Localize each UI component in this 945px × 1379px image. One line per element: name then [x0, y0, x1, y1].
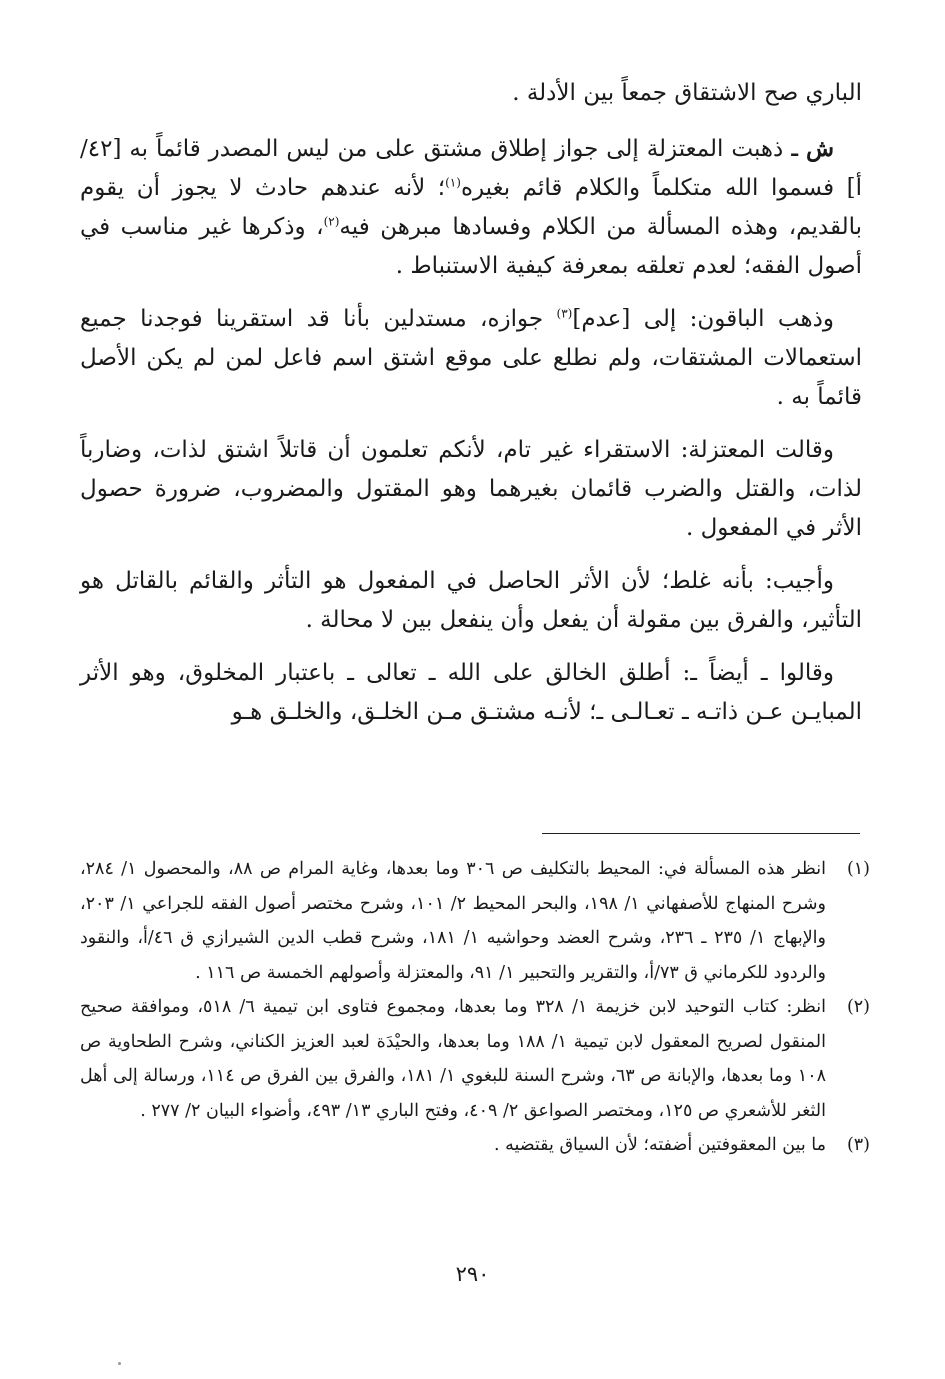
paragraph-text: وقالت المعتزلة: الاستقراء غير تام، لأنكم تعلمون أن قاتلاً اشتق لذات، وضارباً لذات، والقتل والضرب قائمان بغيرهما وهو المقتول والمضروب، ضرورة حصول الأثر في المفعول .	[80, 437, 862, 541]
paragraph-text: جوازه، مستدلين بأنا قد استقرينا فوجدنا جميع استعمالات المشتقات، ولم نطلع على موقع اشتق اسم فاعل لمن لم يكن الأصل قائماً به .	[80, 306, 862, 410]
paragraph-text: ذهبت المعتزلة إلى جواز إطلاق مشتق على من ليس المصدر قائماً به [٤٢/أ] فسموا الله متكلماً والكلام قائم بغيره	[80, 136, 862, 201]
paragraph	[80, 300, 862, 417]
paragraph-text: ؛ لأنه عندهم حادث لا يجوز أن يقوم بالقديم، وهذه المسألة من الكلام وفسادها مبرهن فيه	[80, 175, 862, 240]
footnote-divider	[542, 833, 860, 834]
scan-speck	[118, 1362, 121, 1365]
commentary-dash: ـ	[791, 137, 799, 161]
footnote	[80, 990, 870, 1128]
footnote-number: (٣)	[846, 1135, 870, 1155]
paragraph	[80, 562, 862, 640]
footnote-text: انظر: كتاب التوحيد لابن خزيمة ١/ ٣٢٨ وما بعدها، ومجموع فتاوى ابن تيمية ٦/ ٥١٨، وموافقة صحيح المنقول لصريح المعقول لابن تيمية ١/ ١٨٨ وما بعدها، والحيْدَة لعبد العزيز الكناني، وشرح الطحاوية ص ١٠٨ وما بعدها، والإبانة ص ٦٣، وشرح السنة للبغوي ١/ ١٨١، والفرق بين الفرق ص ١١٤، ورسالة إلى أهل الثغر للأشعري ص ١٢٥، ومختصر الصواعق ٢/ ٤٠٩، وفتح الباري ١٣/ ٤٩٣، وأضواء البيان ٢/ ٢٧٧ .	[80, 997, 826, 1121]
paragraph-text: ، وذكرها غير مناسب في أصول الفقه؛ لعدم تعلقه بمعرفة كيفية الاستنباط .	[80, 214, 862, 279]
footnote	[80, 852, 870, 990]
paragraph-text: وذهب الباقون: إلى [عدم]	[572, 306, 834, 332]
page-number: ٢٩٠	[455, 1262, 490, 1286]
footnote-ref[interactable]: (١)	[445, 175, 461, 190]
footnotes	[80, 852, 870, 1163]
paragraph-continuation	[80, 74, 862, 113]
footnote	[80, 1128, 870, 1163]
footnote-number: (١)	[846, 859, 870, 879]
paragraph	[80, 431, 862, 548]
footnote-text: ما بين المعقوفتين أضفته؛ لأن السياق يقتضيه .	[493, 1135, 826, 1155]
footnote-ref[interactable]: (٢)	[323, 214, 340, 229]
commentary-marker: ش	[805, 135, 835, 162]
paragraph-commentary	[80, 129, 862, 286]
paragraph-text: وأجيب: بأنه غلط؛ لأن الأثر الحاصل في المفعول هو التأثر والقائم بالقاتل هو التأثير، والفرق بين مقولة أن يفعل وأن ينفعل بين لا محالة .	[80, 568, 862, 633]
main-text	[80, 74, 862, 746]
footnote-number: (٢)	[846, 997, 870, 1017]
paragraph	[80, 654, 862, 732]
paragraph-text: الباري صح الاشتقاق جمعاً بين الأدلة .	[512, 80, 862, 106]
paragraph-text: وقالوا ـ أيضاً ـ: أطلق الخالق على الله ـ تعالى ـ باعتبار المخلوق، وهو الأثر المبايـن عـن ذاتـه ـ تعـالـى ـ؛ لأنـه مشتـق مـن الخلـق، والخلـق هـو	[80, 660, 862, 725]
footnote-ref[interactable]: (٣)	[556, 306, 573, 321]
footnote-text: انظر هذه المسألة في: المحيط بالتكليف ص ٣٠٦ وما بعدها، وغاية المرام ص ٨٨، والمحصول ١/ ٢٨٤، وشرح المنهاج للأصفهاني ١/ ١٩٨، والبحر المحيط ٢/ ١٠١، وشرح مختصر أصول الفقه للجراعي ١/ ٢٠٣، والإبهاج ١/ ٢٣٥ ـ ٢٣٦، وشرح العضد وحواشيه ١/ ١٨١، وشرح قطب الدين الشيرازي ق ٤٦/أ، والنقود والردود للكرماني ق ٧٣/أ، والتقرير والتحبير ١/ ٩١، والمعتزلة وأصولهم الخمسة ص ١١٦ .	[80, 859, 826, 983]
